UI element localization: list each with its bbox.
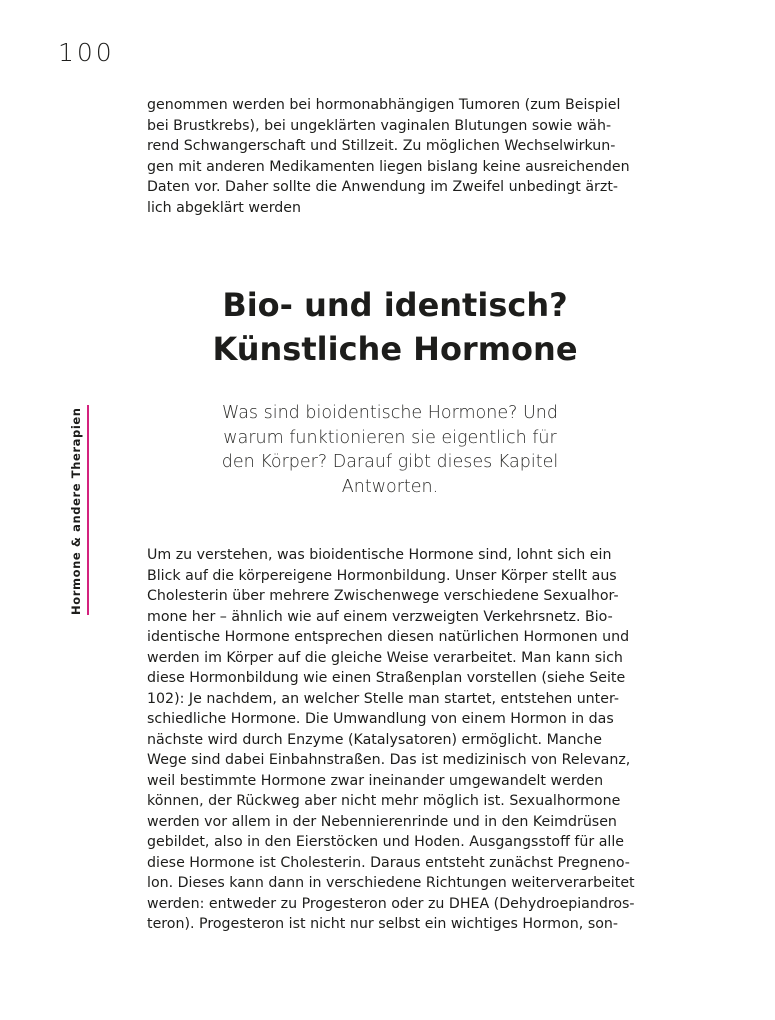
body-line: werden: entweder zu Progesteron oder zu DHEA (Dehydroepiandros-	[147, 895, 635, 912]
chapter-subtitle	[180, 401, 600, 499]
body-line: weil bestimmte Hormone zwar ineinander umgewandelt werden	[147, 772, 604, 789]
body-line: können, der Rückweg aber nicht mehr möglich ist. Sexualhormone	[147, 793, 621, 809]
intro-line: gen mit anderen Medikamenten liegen bislang keine ausreichenden	[147, 158, 630, 175]
intro-paragraph	[147, 95, 647, 218]
body-line: schiedliche Hormone. Die Umwandlung von einem Hormon in das	[147, 711, 614, 727]
body-line: gebildet, also in den Eierstöcken und Hoden. Ausgangsstoff für alle	[147, 834, 625, 850]
body-line: Cholesterin über mehrere Zwischenwege verschiedene Sexualhor-	[147, 588, 619, 604]
chapter-title-line: Bio- und identisch?	[222, 286, 568, 324]
side-section-accent-bar	[87, 405, 89, 615]
body-line: nächste wird durch Enzyme (Katalysatoren) ermöglicht. Manche	[147, 731, 603, 748]
body-paragraph	[147, 545, 647, 935]
intro-line: Daten vor. Daher sollte die Anwendung im Zweifel unbedingt ärzt-	[147, 179, 619, 195]
chapter-subtitle-line: den Körper? Darauf gibt dieses Kapitel	[221, 452, 559, 472]
chapter-title-line: Künstliche Hormone	[212, 330, 578, 368]
body-line: Um zu verstehen, was bioidentische Hormone sind, lohnt sich ein	[147, 547, 612, 563]
body-line: teron). Progesteron ist nicht nur selbst ein wichtiges Hormon, son-	[147, 916, 619, 932]
side-section-label: Hormone & andere Therapien	[69, 407, 83, 615]
body-line: Blick auf die körpereigene Hormonbildung. Unser Körper stellt aus	[147, 567, 617, 584]
body-line: lon. Dieses kann dann in verschiedene Richtungen weiterverarbeitet	[147, 875, 635, 891]
body-line: 102): Je nachdem, an welcher Stelle man startet, entstehen unter-	[147, 690, 620, 707]
page-number: 100	[58, 38, 115, 67]
body-line: diese Hormone ist Cholesterin. Daraus entsteht zunächst Pregneno-	[147, 854, 630, 871]
intro-line: genommen werden bei hormonabhängigen Tumoren (zum Beispiel	[147, 97, 621, 113]
body-line: werden im Körper auf die gleiche Weise verarbeitet. Man kann sich	[147, 649, 623, 666]
chapter-subtitle-line: Antworten.	[341, 476, 439, 497]
intro-line: bei Brustkrebs), bei ungeklärten vaginalen Blutungen sowie wäh-	[147, 117, 612, 134]
chapter-subtitle-line: warum funktionieren sie eigentlich für	[223, 427, 557, 448]
chapter-title	[100, 283, 690, 371]
body-line: mone her – ähnlich wie auf einem verzweigten Verkehrsnetz. Bio-	[147, 608, 613, 625]
side-section-tab	[62, 405, 90, 615]
body-line: Wege sind dabei Einbahnstraßen. Das ist medizinisch von Relevanz,	[147, 752, 631, 768]
chapter-subtitle-line: Was sind bioidentische Hormone? Und	[222, 403, 558, 423]
body-line: werden vor allem in der Nebennierenrinde und in den Keimdrüsen	[147, 813, 617, 830]
body-line: diese Hormonbildung wie einen Straßenplan vorstellen (siehe Seite	[147, 670, 626, 686]
body-line: identische Hormone entsprechen diesen natürlichen Hormonen und	[147, 629, 630, 645]
intro-line: lich abgeklärt werden	[147, 199, 302, 216]
intro-line: rend Schwangerschaft und Stillzeit. Zu möglichen Wechselwirkun-	[147, 138, 616, 154]
